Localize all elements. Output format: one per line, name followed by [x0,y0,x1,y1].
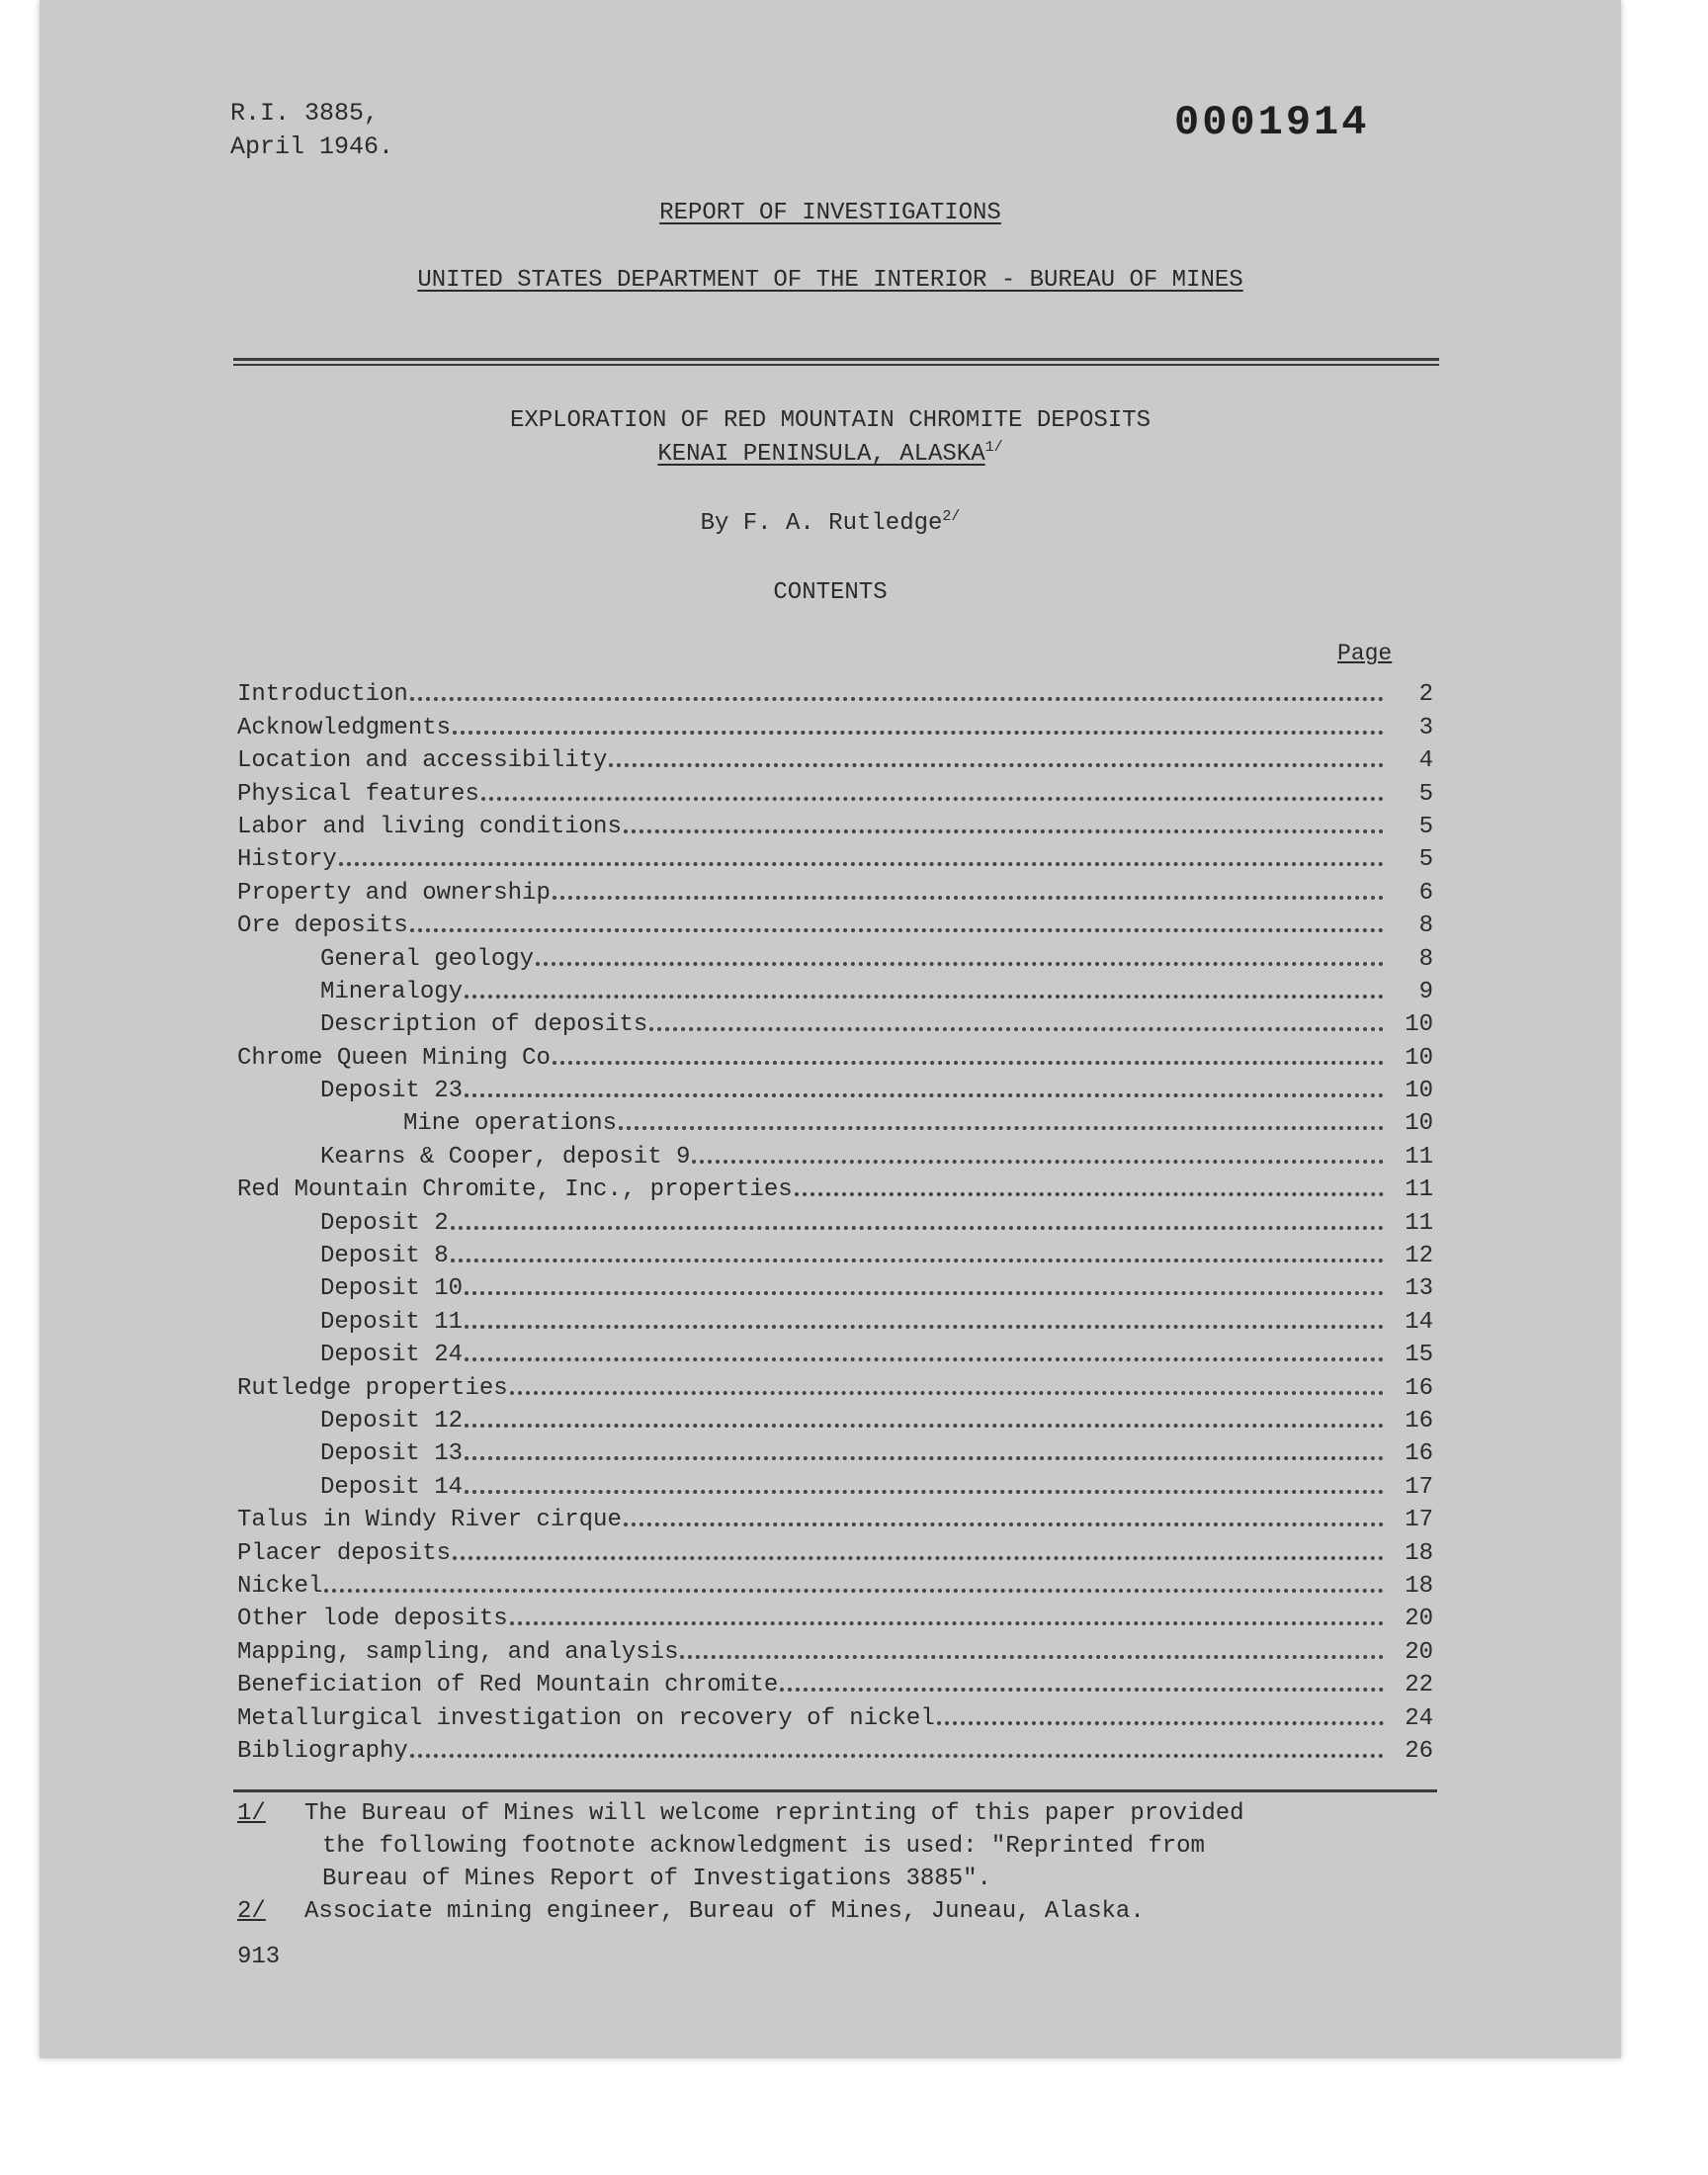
toc-entry-title: Talus in Windy River cirque [237,1507,622,1534]
toc-entry [237,1533,1433,1566]
toc-entry-page: 18 [1405,1572,1433,1600]
contents-heading: CONTENTS [773,579,888,606]
toc-entry [237,1368,1433,1401]
toc-entry [237,1104,1433,1137]
toc-dot-leader [510,1391,1384,1395]
toc-entry [237,1567,1433,1600]
agency-heading: UNITED STATES DEPARTMENT OF THE INTERIOR - BUREAU OF MINES [417,267,1243,294]
toc-entry [237,1666,1433,1698]
toc-entry-title: Introduction [237,681,408,709]
toc-dot-leader [410,1754,1384,1758]
toc-entry-page: 5 [1418,780,1433,808]
toc-dot-leader [465,1424,1384,1428]
footnote-line: Associate mining engineer, Bureau of Mines, Juneau, Alaska. [304,1898,1145,1925]
toc-dot-leader [624,1522,1384,1526]
toc-dot-leader [780,1688,1384,1692]
toc-entry [237,774,1433,807]
report-number: R.I. 3885, [230,99,380,128]
toc-entry-title: Ore deposits [237,913,408,940]
toc-dot-leader [410,697,1384,701]
toc-entry-page: 11 [1405,1143,1433,1171]
toc-entry [237,1269,1433,1302]
toc-entry [237,1237,1433,1269]
footnote-ref-2: 2/ [942,508,961,525]
toc-entry-page: 16 [1405,1407,1433,1435]
toc-entry [237,1732,1433,1765]
toc-dot-leader [465,995,1384,999]
toc-entry-page: 10 [1405,1078,1433,1105]
toc-entry-page: 16 [1405,1440,1433,1468]
toc-entry [237,1005,1433,1038]
toc-dot-leader [453,1556,1384,1560]
toc-entry-page: 17 [1405,1473,1433,1501]
footnote-line: the following footnote acknowledgment is used: "Reprinted from [322,1833,1205,1860]
toc-entry-page: 10 [1405,1044,1433,1072]
footnotes [237,1797,1443,1928]
toc-dot-leader [465,1357,1384,1361]
toc-entry [237,1336,1433,1368]
toc-entry-page: 3 [1418,714,1433,741]
toc-entry [237,1435,1433,1467]
toc-entry-page: 26 [1405,1737,1433,1765]
toc-entry-title: Location and accessibility [237,747,608,775]
footnote-ref-1: 1/ [984,439,1003,456]
footnote-line: Bureau of Mines Report of Investigations 3885". [322,1866,991,1892]
toc-entry-title: Mine operations [403,1110,618,1138]
top-rule-double [233,364,1439,366]
toc-entry-page: 15 [1405,1342,1433,1369]
toc-entry-page: 24 [1405,1704,1433,1732]
toc-entry-page: 17 [1405,1507,1433,1534]
footnote-text [304,1797,1443,1895]
toc-entry [237,840,1433,873]
toc-entry-page: 12 [1405,1243,1433,1270]
toc-dot-leader [795,1192,1384,1196]
footnote-line: The Bureau of Mines will welcome reprinting of this paper provided [304,1800,1244,1827]
toc-dot-leader [536,962,1384,966]
series-heading: REPORT OF INVESTIGATIONS [659,200,1001,226]
toc-entry-title: Beneficiation of Red Mountain chromite [237,1672,779,1699]
report-title-location: KENAI PENINSULA, ALASKA [657,441,985,468]
toc-entry-page: 9 [1418,978,1433,1005]
toc-dot-leader [510,1621,1384,1625]
toc-dot-leader [609,763,1384,767]
toc-entry-title: Bibliography [237,1737,408,1765]
footnote [237,1797,1443,1895]
toc-entry-title: Placer deposits [237,1539,452,1567]
toc-entry-page: 2 [1418,681,1433,709]
toc-entry-page: 16 [1405,1374,1433,1402]
footnote-rule [233,1789,1437,1792]
toc-entry-title: Physical features [237,780,479,808]
toc-entry [237,675,1433,708]
toc-entry-title: Metallurgical investigation on recovery of nickel [237,1704,935,1732]
toc-entry-page: 14 [1405,1308,1433,1336]
toc-dot-leader [553,896,1384,900]
footnote-mark: 1/ [237,1800,266,1827]
toc-entry-title: Chrome Queen Mining Co [237,1044,551,1072]
author-name: By F. A. Rutledge [700,510,943,537]
toc-entry-title: Deposit 13 [320,1440,464,1468]
top-rule [233,358,1439,361]
toc-entry-page: 20 [1405,1606,1433,1633]
toc-entry-title: Red Mountain Chromite, Inc., properties [237,1176,793,1204]
toc-dot-leader [553,1061,1384,1065]
report-title-line-1: EXPLORATION OF RED MOUNTAIN CHROMITE DEPOSITS [509,407,1152,434]
toc-entry-title: Acknowledgments [237,714,452,741]
toc-dot-leader [453,731,1384,735]
toc-entry [237,1137,1433,1170]
table-of-contents [237,675,1433,1765]
toc-entry-page: 5 [1418,846,1433,874]
toc-entry-title: Deposit 11 [320,1308,464,1336]
toc-entry [237,1072,1433,1104]
toc-entry [237,741,1433,774]
toc-entry-title: Deposit 12 [320,1407,464,1435]
footnote [237,1895,1443,1928]
toc-entry [237,808,1433,840]
toc-entry [237,1632,1433,1665]
toc-entry-page: 5 [1418,813,1433,840]
document-number-stamp: 0001914 [1174,99,1370,146]
toc-entry [237,1467,1433,1500]
toc-entry [237,1698,1433,1731]
document-page [40,0,1621,2058]
toc-dot-leader [649,1027,1384,1031]
toc-dot-leader [451,1226,1384,1230]
toc-entry-page: 4 [1418,747,1433,775]
toc-entry [237,1302,1433,1335]
toc-entry [237,1038,1433,1071]
toc-entry-title: Deposit 14 [320,1473,464,1501]
toc-dot-leader [619,1126,1384,1130]
toc-entry-title: Deposit 8 [320,1243,449,1270]
toc-entry [237,873,1433,906]
toc-entry [237,907,1433,939]
toc-dot-leader [465,1291,1384,1295]
toc-entry-page: 11 [1405,1176,1433,1204]
toc-entry-title: Labor and living conditions [237,813,622,840]
toc-entry-title: Rutledge properties [237,1374,508,1402]
toc-entry-page: 10 [1405,1011,1433,1039]
footnote-text [304,1895,1443,1928]
toc-entry [237,1600,1433,1632]
toc-dot-leader [624,829,1384,833]
toc-entry-title: Deposit 24 [320,1342,464,1369]
toc-entry-title: Deposit 23 [320,1078,464,1105]
toc-dot-leader [692,1160,1384,1164]
toc-entry-title: History [237,846,337,874]
toc-dot-leader [465,1093,1384,1097]
toc-dot-leader [937,1721,1384,1725]
toc-dot-leader [465,1456,1384,1460]
toc-dot-leader [410,928,1384,932]
toc-entry [237,973,1433,1005]
toc-entry-title: Description of deposits [320,1011,648,1039]
toc-entry-page: 20 [1405,1638,1433,1666]
toc-dot-leader [481,797,1384,801]
toc-entry-page: 13 [1405,1275,1433,1303]
toc-entry-page: 10 [1405,1110,1433,1138]
toc-entry-page: 6 [1418,879,1433,907]
toc-dot-leader [680,1655,1384,1659]
toc-entry-title: Deposit 10 [320,1275,464,1303]
author-line [40,508,1621,537]
toc-dot-leader [339,862,1384,866]
toc-dot-leader [324,1589,1384,1593]
toc-entry [237,1171,1433,1203]
page-number: 913 [237,1944,281,1970]
footnote-mark: 2/ [237,1898,266,1925]
toc-entry [237,708,1433,740]
toc-entry-page: 18 [1405,1539,1433,1567]
report-date: April 1946. [230,132,394,161]
toc-entry [237,939,1433,972]
report-header [230,97,393,164]
toc-entry-title: Other lode deposits [237,1606,508,1633]
toc-entry-title: General geology [320,945,535,973]
toc-entry-title: Mapping, sampling, and analysis [237,1638,679,1666]
toc-page-column-label: Page [1337,641,1393,666]
toc-entry-title: Kearns & Cooper, deposit 9 [320,1143,691,1171]
toc-entry [237,1203,1433,1236]
toc-entry-page: 11 [1405,1209,1433,1237]
toc-entry [237,1402,1433,1435]
toc-entry-page: 22 [1405,1672,1433,1699]
toc-entry-title: Property and ownership [237,879,551,907]
toc-entry-page: 8 [1418,913,1433,940]
toc-entry-title: Deposit 2 [320,1209,449,1237]
report-title-line-2 [40,439,1621,468]
toc-entry-title: Nickel [237,1572,323,1600]
toc-dot-leader [465,1325,1384,1329]
toc-dot-leader [451,1259,1384,1262]
toc-dot-leader [465,1490,1384,1494]
toc-entry [237,1501,1433,1533]
toc-entry-title: Mineralogy [320,978,464,1005]
toc-entry-page: 8 [1418,945,1433,973]
